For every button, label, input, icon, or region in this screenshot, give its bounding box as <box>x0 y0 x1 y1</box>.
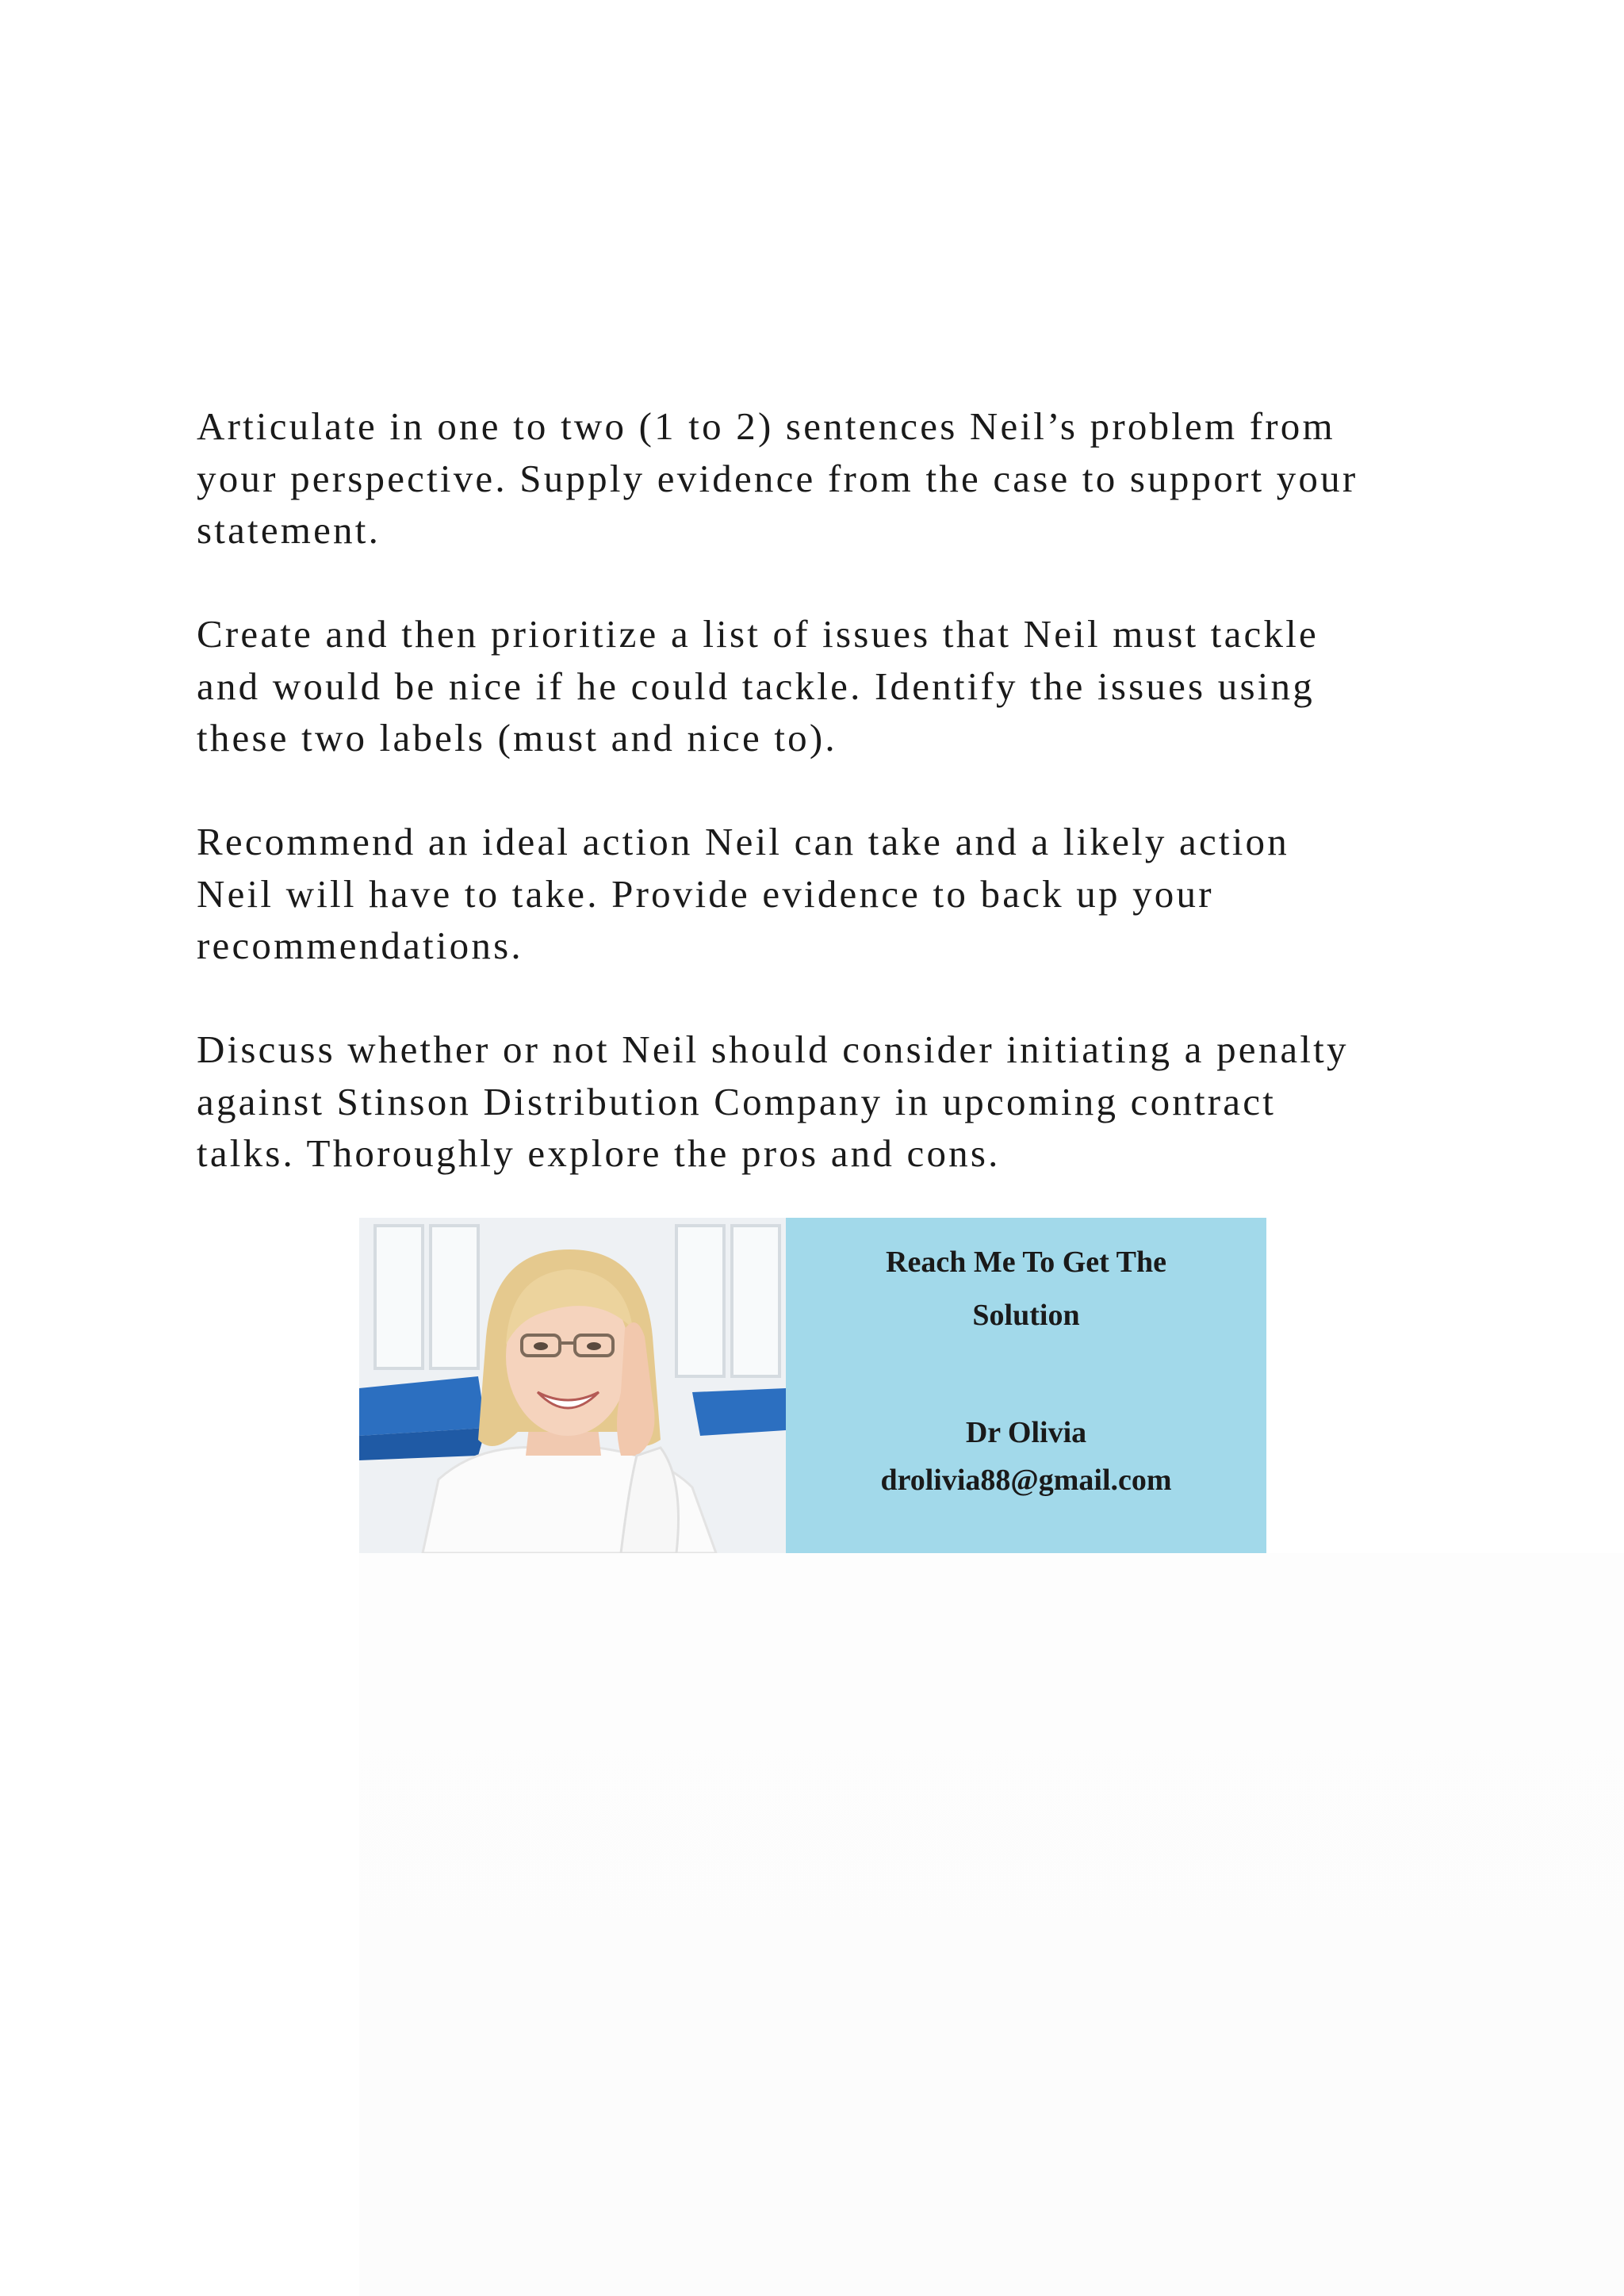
contact-name: Dr Olivia <box>965 1416 1087 1449</box>
document-body <box>197 400 1434 1180</box>
banner-heading-line2: Solution <box>972 1299 1080 1332</box>
paragraph-issues-list: Create and then prioritize a list of issues that Neil must tackle and would be nice if he could tackle. Identify the issues using these two labels (must and nice to). <box>197 612 1319 760</box>
page-shading <box>359 1553 1624 2296</box>
contact-panel <box>786 1218 1266 1553</box>
paragraph-penalty-discussion: Discuss whether or not Neil should consider initiating a penalty against Stinson Distribution Company in upcoming contract talks. Thoroughly explore the pros and cons. <box>197 1027 1349 1175</box>
paragraph-recommendation: Recommend an ideal action Neil can take and a likely action Neil will have to take. Provide evidence to back up your recommendations. <box>197 820 1289 967</box>
banner-heading-line1: Reach Me To Get The <box>886 1246 1166 1279</box>
smiling-woman-photo <box>359 1218 786 1553</box>
paragraph-problem-statement: Articulate in one to two (1 to 2) sentences Neil’s problem from your perspective. Supply evidence from the case to support your statement. <box>197 404 1358 552</box>
contact-email: drolivia88@gmail.com <box>880 1464 1172 1497</box>
promo-banner <box>359 1218 1266 1553</box>
